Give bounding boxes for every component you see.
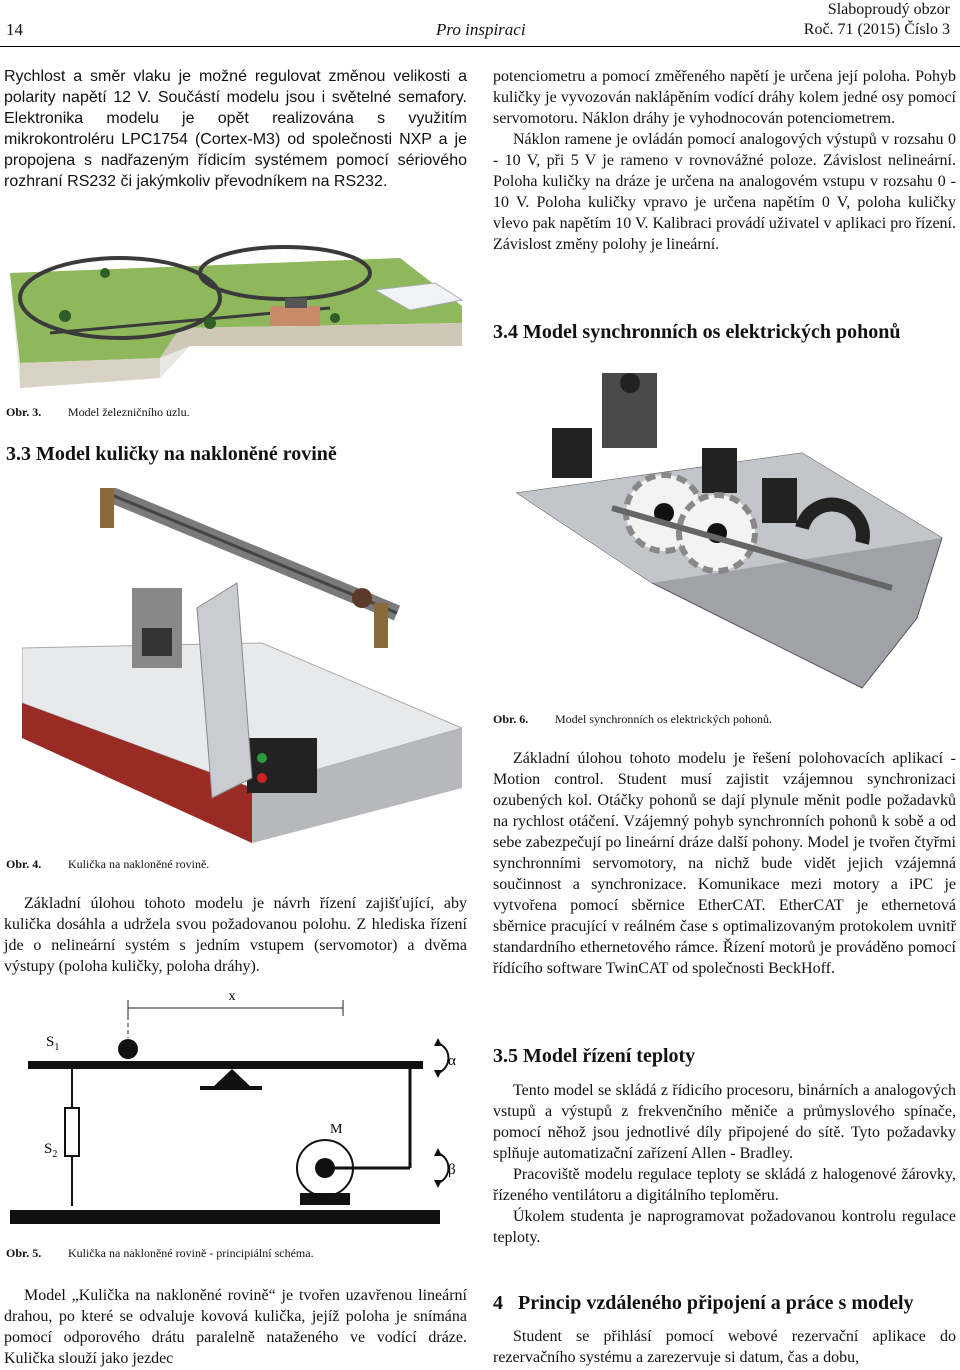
schematic-beta-label: β <box>448 1162 456 1178</box>
schematic-alpha-label: α <box>448 1053 456 1069</box>
figure-5-label: Obr. 5. <box>6 1246 42 1260</box>
section-3-5-heading: 3.5 Model řízení teploty <box>493 1045 696 1067</box>
section-name: Pro inspiraci <box>436 20 526 39</box>
railway-model-photo <box>10 228 465 398</box>
page-number: 14 <box>6 20 23 39</box>
figure-4-caption <box>6 857 209 872</box>
figure-3-label: Obr. 3. <box>6 405 42 419</box>
figure-6-caption <box>493 712 772 727</box>
section-3-3-paragraph: Základní úlohou tohoto modelu je návrh řízení zajišťující, aby kulička dosáhla a udržela svou požadovanou polohu. Z hlediska řízení jde o nelineární systém s jedním vstupem (servomotor) a dvěma výstupy (poloha kuličky, poloha dráhy). <box>4 895 467 975</box>
schematic-s1-label: $S_1$ <box>46 1034 60 1053</box>
section-3-4-text-block <box>493 748 956 979</box>
journal-name: Slaboproudý obzor <box>827 1 950 18</box>
schematic-x-label: x <box>228 989 236 1004</box>
section-3-4-paragraph: Základní úlohou tohoto modelu je řešení polohovacích aplikací - Motion control. Student musí zajistit vzájemnou synchronizaci ozubených kol. Otáčky pohonů se dají plynule měnit podle požadavků na rychlost otáčení. Vzájemný pohyb synchronních pohonů k sobě a od sebe zabezpečují po lineární dráze další pohony. Model je tvořen čtyřmi synchronními servomotory, na nichž bude vidět jejich vzájemná součinnost a synchronizace. Komunikace mezi motory a iPC je vytvořena pomocí sběrnice EtherCAT. EtherCAT je ethernetová sběrnice pracující v reálném čase s optimalizovaným protokolem uvnitř standardního ethernetového rámce. Řízení motorů je prováděno pomocí řídícího software TwinCAT od společnosti BeckHoff. <box>493 750 956 977</box>
section-3-5-paragraph-1: Tento model se skládá z řídicího procesoru, binárních a analogových vstupů a výstupů z frekvenčního měniče a průmyslového spínače, pomocí něhož jsou jednotlivé díly připojené do sítě. Tyto požadavky splňuje automatizační zařízení Allen - Bradley. <box>493 1082 956 1162</box>
section-4-text-block <box>493 1326 956 1368</box>
ball-shape <box>118 1039 138 1059</box>
section-4-heading: 4 Princip vzdáleného připojení a práce s modely <box>493 1292 914 1314</box>
section-3-3-text-block <box>4 893 467 977</box>
section-4-paragraph: Student se přihlásí pomocí webové rezervační aplikace do rezervačního systému a zarezervuje si datum, čas a dobu, <box>493 1328 956 1366</box>
figure-6-caption-text: Model synchronních os elektrických pohonů. <box>555 712 772 726</box>
synchronous-axes-photo <box>512 368 947 693</box>
section-3-5-paragraph-2: Pracoviště modelu regulace teploty se skládá z halogenové žárovky, řízeného ventilátoru a digitálního teploměru. <box>493 1166 956 1204</box>
figure-5-caption-text: Kulička na nakloněné rovině - principiální schéma. <box>68 1246 314 1260</box>
schematic-s2-label: $S_2$ <box>44 1141 58 1160</box>
intro-paragraph: Rychlost a směr vlaku je možné regulovat změnou velikosti a polarity napětí 12 V. Součástí modelu jsou i světelné semafory. Elektronika modelu je opět realizována s využitím mikrokontroléru LPC1754 (Cortex-M3) od společnosti NXP a je propojena s nadřazeným řídicím systémem pomocí sériového rozhraní RS232 či jakýmkoliv převodníkem na RS232. <box>4 68 467 190</box>
intro-paragraph-block <box>4 66 467 192</box>
last-left-paragraph: Model „Kulička na nakloněné rovině“ je tvořen uzavřenou lineární drahou, po které se odvaluje kovová kulička, jejíž poloha je snímána pomocí odporového drátu paralelně nataženého ve vodící dráze. Kulička slouží jako jezdec <box>4 1287 467 1367</box>
figure-5-caption <box>6 1246 314 1261</box>
figure-4-caption-text: Kulička na nakloněné rovině. <box>68 857 210 871</box>
section-3-5-paragraph-3: Úkolem studenta je naprogramovat požadovanou kontrolu regulace teploty. <box>493 1208 956 1246</box>
figure-3-caption <box>6 405 190 420</box>
section-3-5-text-block <box>493 1080 956 1248</box>
section-3-3-heading: 3.3 Model kuličky na nakloněné rovině <box>6 443 337 465</box>
schematic-base <box>10 1210 440 1224</box>
page-header <box>0 0 960 47</box>
right-top-text-block <box>493 66 956 255</box>
ball-plane-photo <box>22 488 462 843</box>
figure-4-label: Obr. 4. <box>6 857 42 871</box>
ball-plane-schematic <box>10 988 465 1228</box>
issue-info: Roč. 71 (2015) Číslo 3 <box>803 21 950 38</box>
right-top-paragraph-2: Náklon ramene je ovládán pomocí analogových výstupů v rozsahu 0 - 10 V, při 5 V je rameno v rovnovážné poloze. Závislost nelineární. Poloha kuličky na dráze je určena na analogovém vstupu v rozsahu 0 - 10 V. Poloha kuličky vpravo je určena napětím 0 V, poloha kuličky vlevo pak napětím 10 V. Kalibraci provádí uživatel v aplikaci pro řízení. Závislost změny polohy je lineární. <box>493 131 956 253</box>
section-3-4-heading: 3.4 Model synchronních os elektrických pohonů <box>493 321 901 343</box>
schematic-motor-label: M <box>330 1122 343 1137</box>
last-left-text-block <box>4 1285 467 1369</box>
figure-3-caption-text: Model železničního uzlu. <box>68 405 190 419</box>
right-top-paragraph-1: potenciometru a pomocí změřeného napětí je určena její poloha. Pohyb kuličky je vyvozován naklápěním vodící dráhy kolem jedné osy pomocí servomotoru. Náklon dráhy je vyhodnocován potenciometrem. <box>493 68 956 127</box>
beam-shape <box>28 1061 423 1069</box>
figure-6-label: Obr. 6. <box>493 712 529 726</box>
